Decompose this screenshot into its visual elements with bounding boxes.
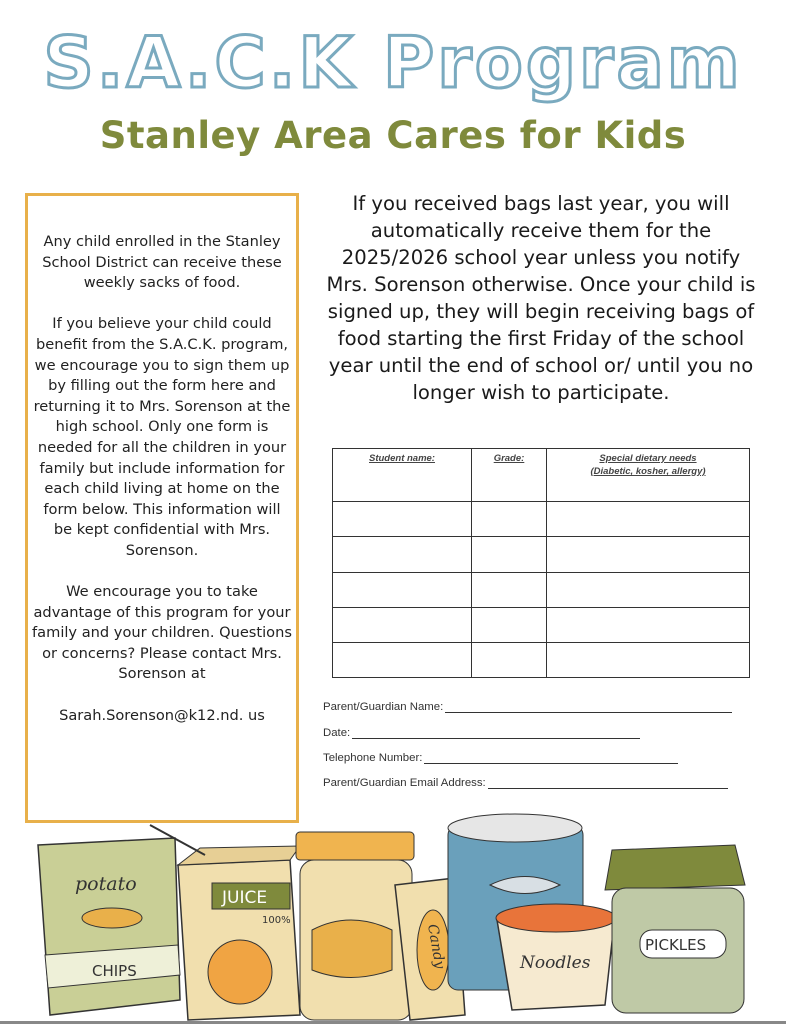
- guardian-name-line[interactable]: [445, 701, 732, 713]
- guardian-name-field: [323, 701, 732, 713]
- email-label: Parent/Guardian Email Address:: [323, 777, 486, 789]
- page-title: S.A.C.K Program: [43, 22, 743, 104]
- table-header-row: [333, 449, 750, 502]
- header-dietary-needs-hint: (Diabetic, kosher, allergy): [590, 466, 706, 477]
- table-row: [333, 502, 750, 537]
- header-dietary-needs-label: Special dietary needs: [599, 453, 697, 464]
- candy-label: Candy: [424, 922, 448, 970]
- info-box: [25, 193, 299, 823]
- noodles-cup-icon: [496, 904, 616, 1010]
- student-name-cell[interactable]: [333, 642, 472, 677]
- grade-cell[interactable]: [472, 502, 547, 537]
- dietary-cell[interactable]: [547, 537, 750, 572]
- dietary-cell[interactable]: [547, 572, 750, 607]
- telephone-label: Telephone Number:: [323, 752, 423, 764]
- contact-email: Sarah.Sorenson@k12.nd. us: [59, 706, 265, 724]
- date-label: Date:: [323, 727, 351, 739]
- email-field: [323, 777, 728, 789]
- food-illustration: [0, 810, 786, 1024]
- juice-percent-label: 100%: [262, 915, 291, 926]
- chips-bag-icon: [38, 838, 180, 1015]
- header-student-name: Student name:: [333, 449, 472, 502]
- header-dietary-needs: [547, 449, 750, 502]
- student-name-cell[interactable]: [333, 607, 472, 642]
- grade-cell[interactable]: [472, 572, 547, 607]
- dietary-cell[interactable]: [547, 502, 750, 537]
- intro-paragraph: If you received bags last year, you will automatically receive them for the 2025/2026 school year unless you notify Mrs. Sorenson otherwise. Once your child is signed up, they will begin receiving bags of food starting the first Friday of the school year until the end of school or/ until you no longer wish to participate.: [326, 192, 756, 404]
- peanut-butter-jar-icon: [296, 832, 414, 1020]
- table-row: [333, 607, 750, 642]
- header-grade: Grade:: [472, 449, 547, 502]
- grade-cell[interactable]: [472, 537, 547, 572]
- date-line[interactable]: [352, 727, 640, 739]
- pickles-jar-icon: [605, 845, 745, 1013]
- info-paragraph-eligibility: Any child enrolled in the Stanley School District can receive these weekly sacks of food.: [42, 233, 282, 292]
- student-name-cell[interactable]: [333, 537, 472, 572]
- pickles-label: PICKLES: [645, 936, 707, 954]
- student-table: [332, 448, 750, 678]
- grade-cell[interactable]: [472, 607, 547, 642]
- student-name-cell[interactable]: [333, 502, 472, 537]
- info-paragraph-signup: If you believe your child could benefit from the S.A.C.K. program, we encourage you to sign them up by filling out the form here and returning it to Mrs. Sorenson at the high school. Only one form is needed for all the children in your family but include information for each child living at home on the form below. This information will be kept confidential with Mrs. Sorenson.: [33, 315, 291, 559]
- chips-label: CHIPS: [92, 962, 137, 980]
- email-line[interactable]: [488, 777, 728, 789]
- telephone-line[interactable]: [424, 752, 678, 764]
- juice-label: JUICE: [222, 888, 268, 908]
- telephone-field: [323, 752, 678, 764]
- table-row: [333, 572, 750, 607]
- date-field: [323, 727, 640, 739]
- student-name-cell[interactable]: [333, 572, 472, 607]
- guardian-name-label: Parent/Guardian Name:: [323, 701, 444, 713]
- table-row: [333, 642, 750, 677]
- dietary-cell[interactable]: [547, 642, 750, 677]
- grade-cell[interactable]: [472, 642, 547, 677]
- dietary-cell[interactable]: [547, 607, 750, 642]
- info-paragraph-contact: We encourage you to take advantage of this program for your family and your children. Questions or concerns? Please contact Mrs. Sorenson at: [32, 583, 292, 683]
- table-row: [333, 537, 750, 572]
- page-subtitle: Stanley Area Cares for Kids: [99, 114, 687, 157]
- chips-bag-label: potato: [75, 873, 137, 895]
- noodles-label: Noodles: [520, 953, 591, 973]
